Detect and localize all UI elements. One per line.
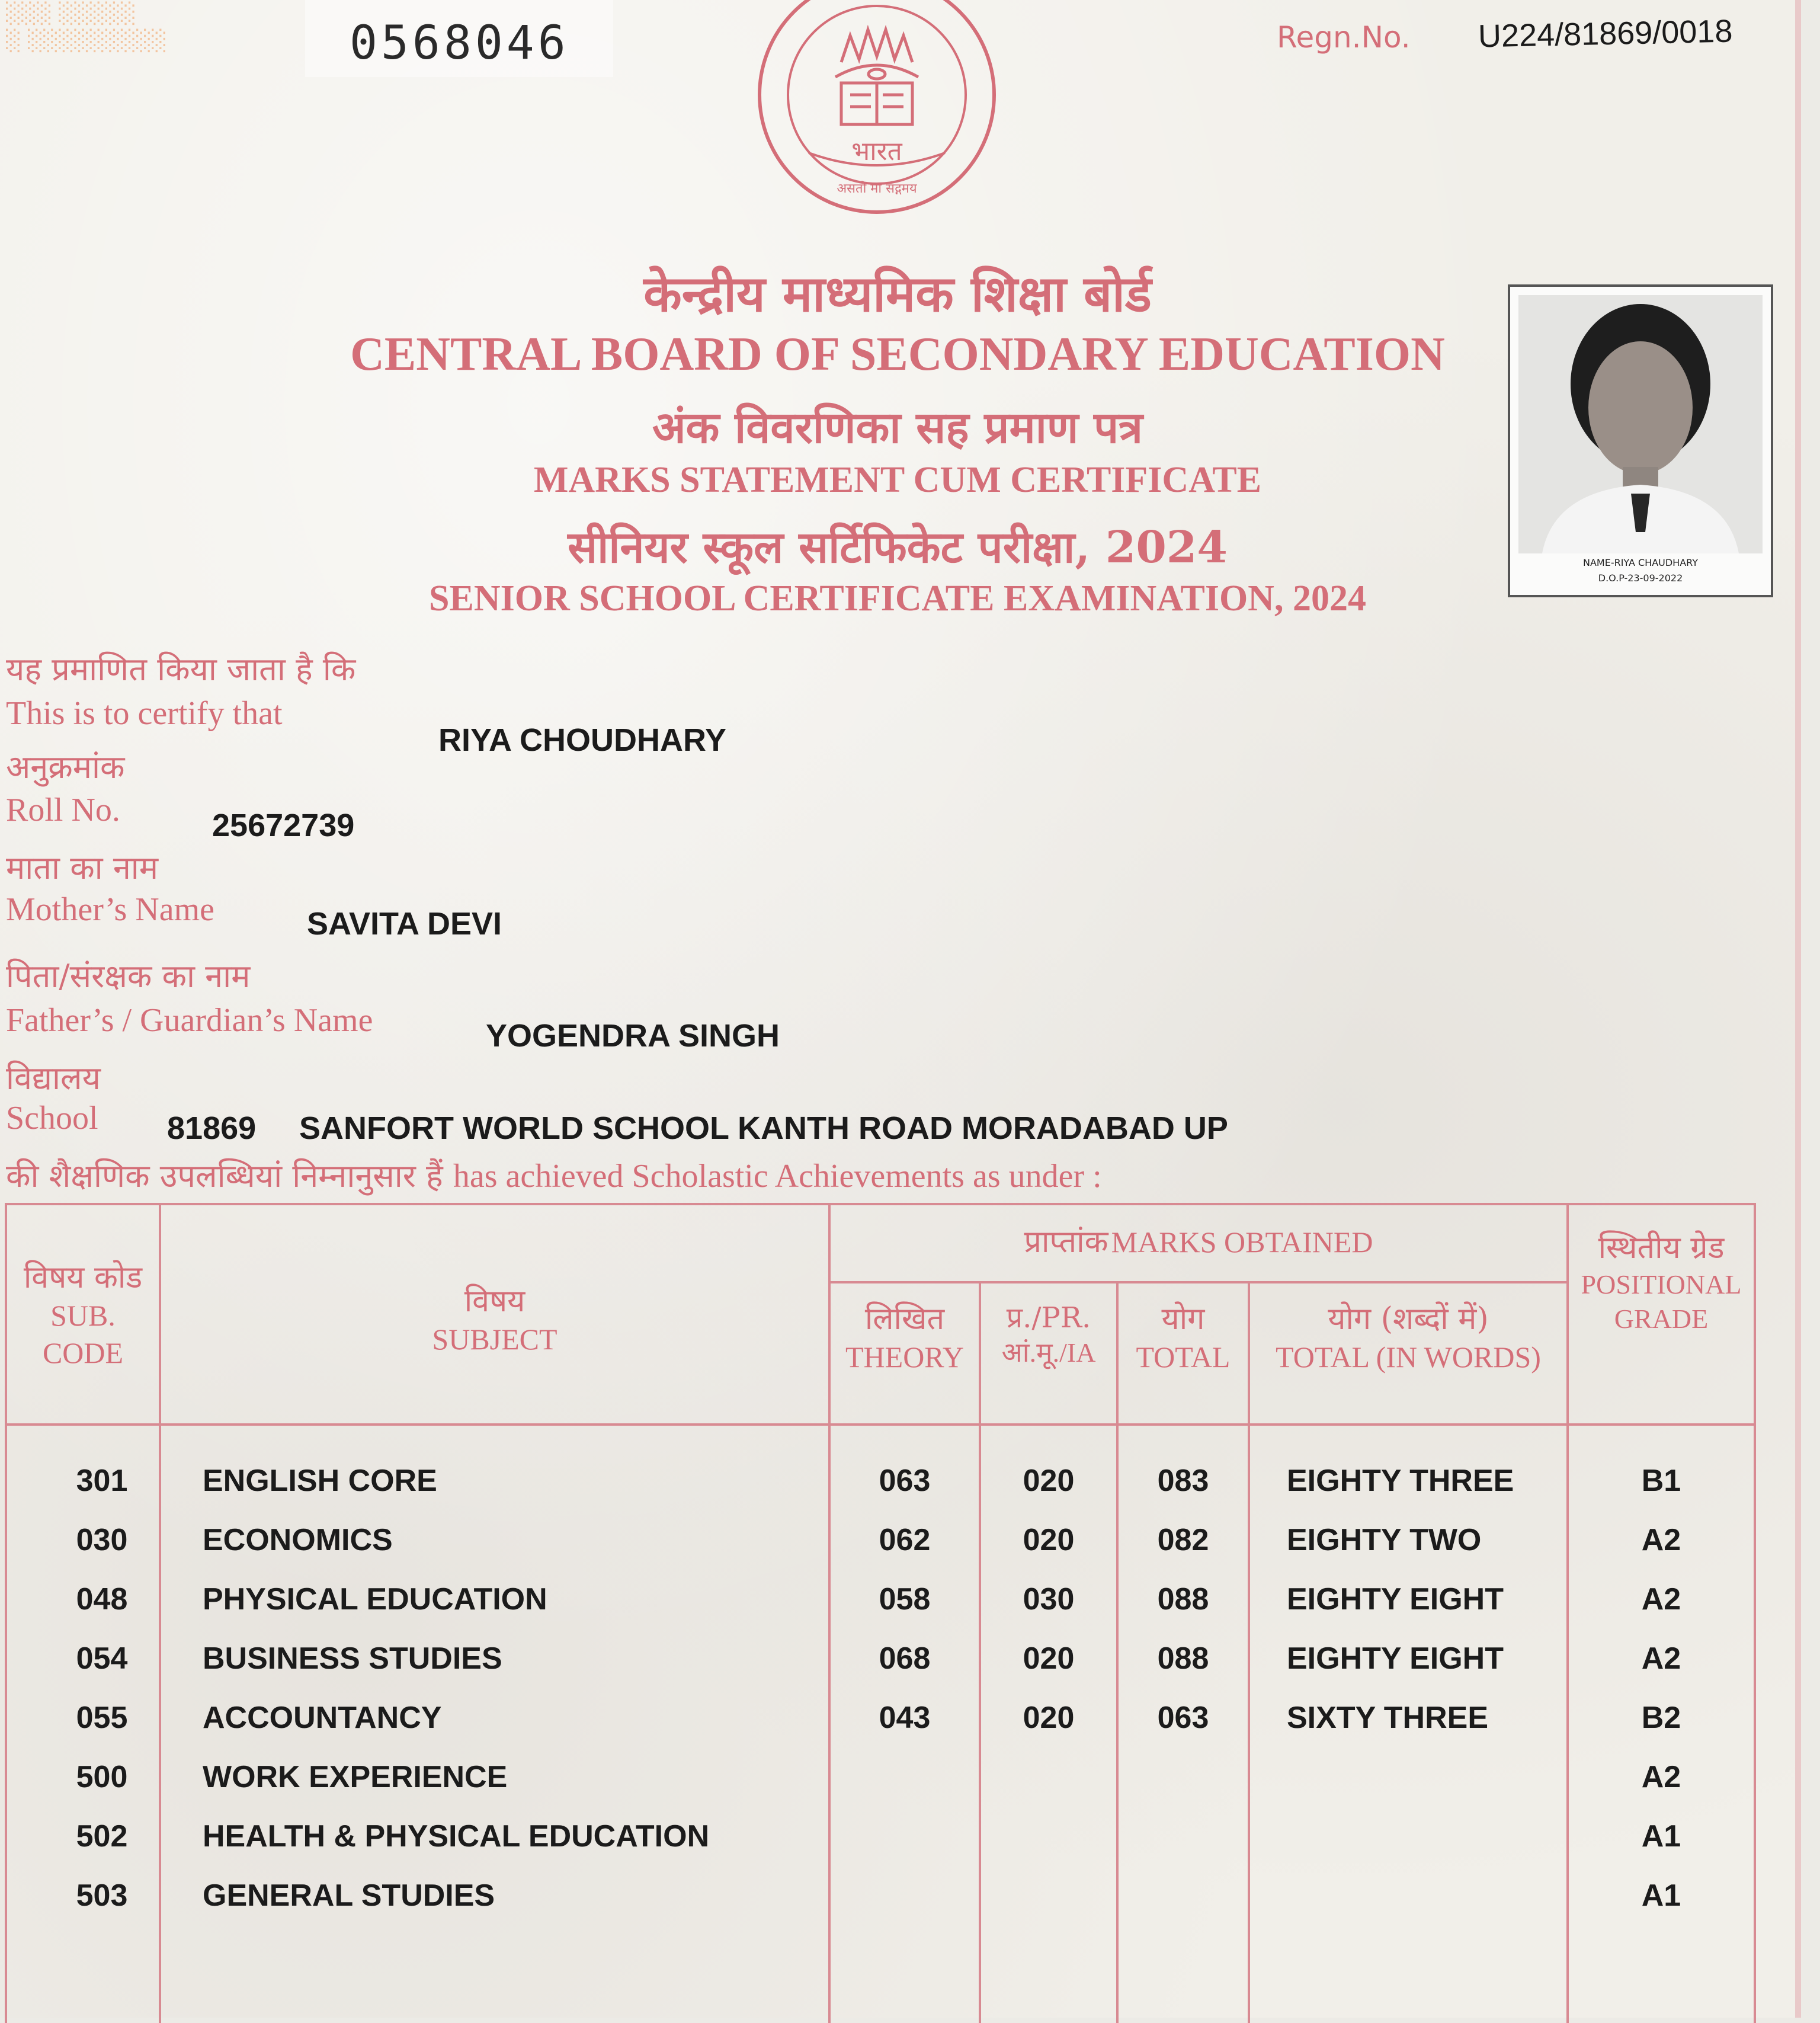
header-sub-code [7, 1259, 159, 1371]
cell-total-in-words: EIGHTY EIGHT [1287, 1641, 1504, 1676]
cell-positional-grade: B2 [1641, 1701, 1681, 1735]
cell-sub-code: 502 [76, 1819, 128, 1854]
cell-sub-code: 301 [76, 1464, 128, 1498]
header-marks-hindi: प्राप्तांक [1024, 1224, 1108, 1260]
regn-number: U224/81869/0018 [1478, 13, 1733, 55]
certify-label-hindi: यह प्रमाणित किया जाता है कि [6, 651, 356, 688]
cell-theory: 062 [879, 1523, 931, 1557]
cell-theory: 058 [879, 1582, 931, 1617]
father-label-hindi: पिता/संरक्षक का नाम [6, 958, 251, 995]
photo-caption-date: D.O.P-23-09-2022 [1598, 572, 1683, 584]
father-name: YOGENDRA SINGH [486, 1018, 780, 1054]
header-sub-code-en2: CODE [42, 1336, 124, 1369]
header-grade-hindi: स्थितीय ग्रेड [1598, 1230, 1725, 1266]
header-total-hindi: योग [1161, 1301, 1205, 1337]
cell-positional-grade: A1 [1641, 1878, 1681, 1913]
header-subject-hindi: विषय [464, 1283, 526, 1319]
cell-subject: ECONOMICS [203, 1523, 393, 1557]
achievements-line [6, 1153, 1102, 1196]
cell-practical-ia: 020 [1023, 1641, 1075, 1676]
cell-subject: WORK EXPERIENCE [203, 1760, 508, 1794]
cell-practical-ia: 020 [1023, 1523, 1075, 1557]
document-title-hindi: अंक विवरणिका सह प्रमाण पत्र [652, 402, 1143, 453]
header-theory-english: THEORY [845, 1340, 964, 1374]
student-photo-frame [1508, 284, 1773, 597]
board-name-english: CENTRAL BOARD OF SECONDARY EDUCATION [350, 328, 1445, 380]
cell-positional-grade: B1 [1641, 1464, 1681, 1498]
cbse-seal-emblem [752, 0, 1001, 225]
seal-center-text: भारत [851, 136, 902, 167]
header-total-english: TOTAL [1136, 1340, 1231, 1374]
header-words-hindi: योग (शब्दों में) [1328, 1301, 1489, 1337]
header-pr-top: प्र./PR. [1006, 1301, 1091, 1334]
header-grade-en1: POSITIONAL [1581, 1269, 1742, 1299]
document-title-english: MARKS STATEMENT CUM CERTIFICATE [533, 460, 1262, 500]
cell-sub-code: 500 [76, 1760, 128, 1794]
cell-sub-code: 048 [76, 1582, 128, 1617]
achievements-english: has achieved Scholastic Achievements as under : [453, 1158, 1102, 1195]
seal-motto-text: असतो मा सद्गमय [837, 181, 917, 196]
father-label-english: Father’s / Guardian’s Name [6, 1002, 373, 1039]
cell-total: 088 [1157, 1582, 1209, 1617]
roll-number: 25672739 [212, 808, 355, 843]
header-theory [831, 1300, 979, 1376]
achievements-hindi: की शैक्षणिक उपलब्धियां निम्नानुसार हैं [6, 1157, 443, 1195]
header-subject [161, 1282, 828, 1358]
cell-sub-code: 055 [76, 1701, 128, 1735]
school-label-hindi: विद्यालय [6, 1059, 101, 1097]
cell-sub-code: 030 [76, 1523, 128, 1557]
school-name: SANFORT WORLD SCHOOL KANTH ROAD MORADABAD UP [299, 1110, 1228, 1146]
cell-total: 063 [1157, 1701, 1209, 1735]
cell-positional-grade: A2 [1641, 1641, 1681, 1676]
cell-positional-grade: A2 [1641, 1582, 1681, 1617]
mother-label-hindi: माता का नाम [6, 849, 159, 886]
certificate-number: 0568046 [350, 17, 569, 70]
cell-practical-ia: 020 [1023, 1464, 1075, 1498]
header-positional-grade [1569, 1229, 1754, 1336]
cell-theory: 063 [879, 1464, 931, 1498]
exam-title-english: SENIOR SCHOOL CERTIFICATE EXAMINATION, 2024 [429, 578, 1366, 619]
header-sub-code-en1: SUB. [50, 1299, 116, 1332]
school-code: 81869 [167, 1110, 257, 1146]
cell-sub-code: 503 [76, 1878, 128, 1913]
roll-label-english: Roll No. [6, 792, 120, 828]
cell-subject: BUSINESS STUDIES [203, 1641, 502, 1676]
header-marks-english: MARKS OBTAINED [1111, 1225, 1373, 1259]
school-label-english: School [6, 1100, 98, 1137]
student-photo [1518, 295, 1763, 553]
header-practical-ia [981, 1300, 1116, 1370]
cell-theory: 068 [879, 1641, 931, 1676]
exam-title-hindi: सीनियर स्कूल सर्टिफिकेट परीक्षा, 2024 [568, 522, 1228, 573]
cell-subject: ENGLISH CORE [203, 1464, 437, 1498]
cell-subject: PHYSICAL EDUCATION [203, 1582, 547, 1617]
student-name: RIYA CHOUDHARY [438, 722, 727, 758]
cell-theory: 043 [879, 1701, 931, 1735]
mother-name: SAVITA DEVI [307, 906, 502, 942]
header-theory-hindi: लिखित [864, 1301, 945, 1337]
cell-total: 082 [1157, 1523, 1209, 1557]
cell-subject: ACCOUNTANCY [203, 1701, 442, 1735]
header-marks-obtained [831, 1223, 1566, 1262]
board-name-hindi: केन्द्रीय माध्यमिक शिक्षा बोर्ड [643, 264, 1152, 323]
header-words-english: TOTAL (IN WORDS) [1276, 1340, 1541, 1374]
cell-positional-grade: A2 [1641, 1523, 1681, 1557]
cell-total: 088 [1157, 1641, 1209, 1676]
header-subject-english: SUBJECT [432, 1323, 557, 1356]
cell-sub-code: 054 [76, 1641, 128, 1676]
mother-label-english: Mother’s Name [6, 891, 214, 928]
cell-subject: HEALTH & PHYSICAL EDUCATION [203, 1819, 710, 1854]
cell-total: 083 [1157, 1464, 1209, 1498]
cell-positional-grade: A2 [1641, 1760, 1681, 1794]
cell-practical-ia: 020 [1023, 1701, 1075, 1735]
cell-total-in-words: EIGHTY EIGHT [1287, 1582, 1504, 1617]
faded-corner-note: ░░░ ░░░░░ ░ ░░░░░░░░░ [6, 2, 168, 53]
cell-subject: GENERAL STUDIES [203, 1878, 495, 1913]
marks-table [5, 1203, 1756, 2023]
header-total [1119, 1300, 1248, 1376]
photo-caption-name: NAME-RIYA CHAUDHARY [1582, 557, 1699, 568]
cell-total-in-words: EIGHTY TWO [1287, 1523, 1482, 1557]
header-grade-en2: GRADE [1614, 1303, 1709, 1334]
header-sub-code-hindi: विषय कोड [23, 1260, 143, 1295]
header-total-in-words [1250, 1300, 1566, 1376]
cell-total-in-words: SIXTY THREE [1287, 1701, 1489, 1735]
regn-label: Regn.No. [1277, 20, 1411, 55]
certify-label-english: This is to certify that [6, 695, 283, 732]
cell-total-in-words: EIGHTY THREE [1287, 1464, 1514, 1498]
cell-practical-ia: 030 [1023, 1582, 1075, 1617]
roll-label-hindi: अनुक्रमांक [6, 748, 125, 786]
header-pr-bottom: आं.मू./IA [1001, 1337, 1096, 1368]
cell-positional-grade: A1 [1641, 1819, 1681, 1854]
